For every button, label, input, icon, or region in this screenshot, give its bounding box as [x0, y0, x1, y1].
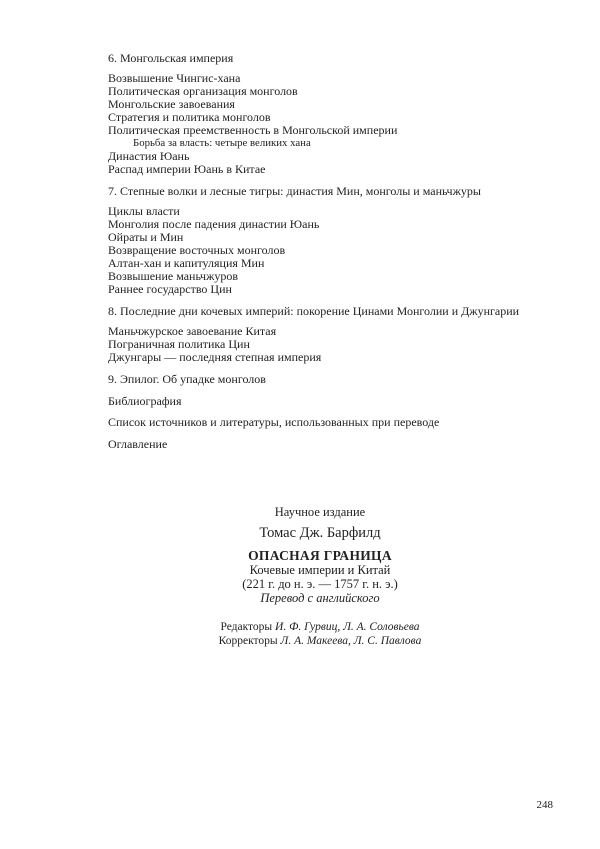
toc-section-items	[108, 325, 538, 364]
toc-item: Стратегия и политика монголов	[108, 110, 271, 124]
toc-closing-item: Оглавление	[108, 436, 168, 451]
toc-item: Раннее государство Цин	[108, 282, 232, 296]
edition-type: Научное издание	[274, 504, 366, 519]
book-date-range: (221 г. до н. э. — 1757 г. н. э.)	[242, 576, 398, 591]
toc-closing-item: Библиография	[108, 393, 182, 408]
toc-item: Возвышение Чингис-хана	[108, 71, 241, 85]
editors-label: Редакторы	[220, 620, 273, 633]
toc-item: Династия Юань	[108, 149, 190, 163]
toc-section-heading: 8. Последние дни кочевых империй: покорение Цинами Монголии и Джунгарии	[108, 304, 520, 318]
book-author: Томас Дж. Барфилд	[259, 524, 381, 541]
page-number: 248	[536, 799, 553, 811]
toc-item: Алтан-хан и капитуляция Мин	[108, 256, 265, 270]
book-subtitle: Кочевые империи и Китай	[249, 562, 391, 577]
toc-item: Монгольские завоевания	[108, 97, 235, 111]
toc-item: Ойраты и Мин	[108, 230, 184, 244]
staff-block	[108, 620, 532, 648]
toc-item: Циклы власти	[108, 204, 180, 218]
toc-item: Маньчжурское завоевание Китая	[108, 324, 277, 338]
proofreaders-line	[108, 634, 532, 648]
book-title: ОПАСНАЯ ГРАНИЦА	[248, 547, 392, 563]
proofreaders-names: Л. А. Макеева, Л. С. Павлова	[280, 634, 422, 647]
toc-item: Джунгары — последняя степная империя	[108, 350, 322, 364]
toc-section-heading: 7. Степные волки и лесные тигры: династия Мин, монголы и маньчжуры	[108, 184, 481, 198]
toc-item: Монголия после падения династии Юань	[108, 217, 320, 231]
toc-item: Пограничная политика Цин	[108, 337, 250, 351]
proofreaders-label: Корректоры	[218, 634, 278, 647]
toc-closing-item: Список источников и литературы, использованных при переводе	[108, 415, 440, 429]
toc-section-items	[108, 72, 538, 176]
editors-line	[108, 620, 532, 634]
editors-names: И. Ф. Гурвиц, Л. А. Соловьева	[275, 620, 420, 633]
toc-item: Распад империи Юань в Китае	[108, 162, 266, 176]
page-content	[108, 52, 538, 648]
toc-item: Политическая преемственность в Монгольской империи	[108, 123, 398, 137]
translation-note: Перевод с английского	[260, 590, 380, 605]
toc-item: Возвращение восточных монголов	[108, 243, 286, 257]
toc-item: Политическая организация монголов	[108, 84, 298, 98]
toc-section-heading: 6. Монгольская империя	[108, 51, 234, 65]
toc-item: Возвышение маньчжуров	[108, 269, 239, 283]
toc-item-sub: Борьба за власть: четыре великих хана	[133, 137, 311, 149]
toc-closing-item: 9. Эпилог. Об упадке монголов	[108, 372, 266, 386]
colophon	[108, 506, 532, 648]
toc-section-items	[108, 205, 538, 296]
